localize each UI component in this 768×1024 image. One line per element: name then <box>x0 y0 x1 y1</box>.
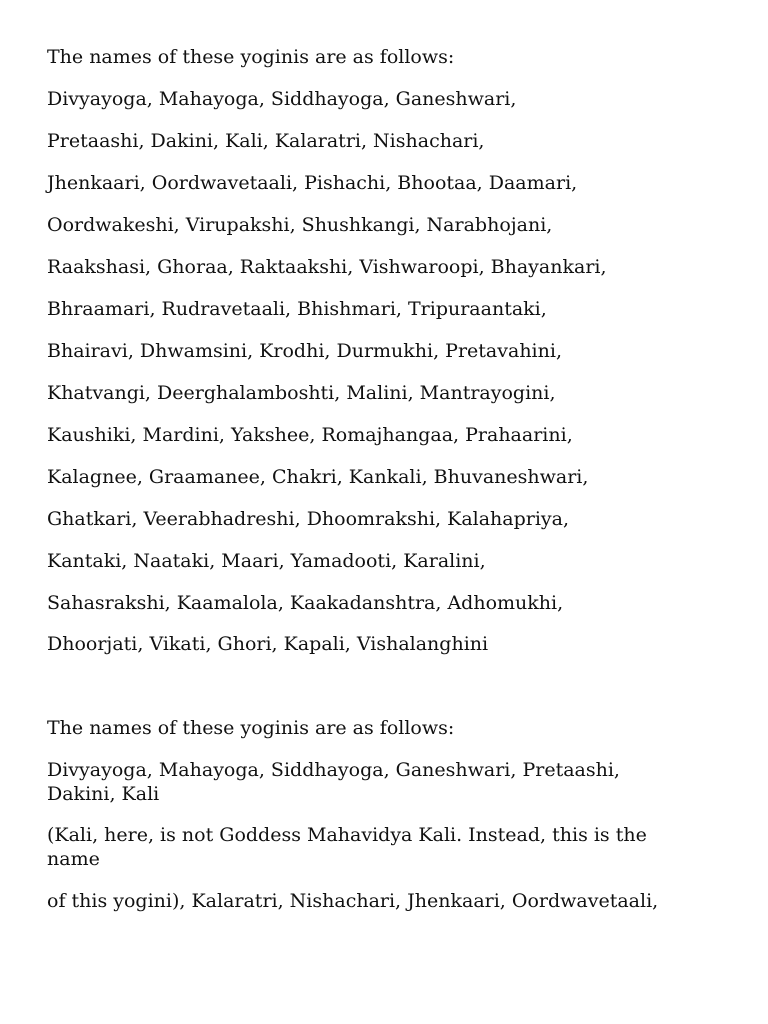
section1-line: Ghatkari, Veerabhadreshi, Dhoomrakshi, Kalahapriya, <box>47 508 570 530</box>
section1-line: Jhenkaari, Oordwavetaali, Pishachi, Bhootaa, Daamari, <box>47 172 578 194</box>
section1-line: Khatvangi, Deerghalamboshti, Malini, Mantrayogini, <box>47 382 556 404</box>
section1-line: Kantaki, Naataki, Maari, Yamadooti, Karalini, <box>47 550 486 572</box>
section1-line: Oordwakeshi, Virupakshi, Shushkangi, Narabhojani, <box>47 214 553 236</box>
section1-heading: The names of these yoginis are as follows: <box>47 46 455 68</box>
section2-line: Divyayoga, Mahayoga, Siddhayoga, Ganeshwari, Pretaashi, <box>47 759 620 781</box>
section1-line: Divyayoga, Mahayoga, Siddhayoga, Ganeshwari, <box>47 88 517 110</box>
section2-line: of this yogini), Kalaratri, Nishachari, Jhenkaari, Oordwavetaali, <box>47 890 659 912</box>
section1-line: Kaushiki, Mardini, Yakshee, Romajhangaa, Prahaarini, <box>47 424 573 446</box>
section1-line: Kalagnee, Graamanee, Chakri, Kankali, Bhuvaneshwari, <box>47 466 589 488</box>
section1-line: Sahasrakshi, Kaamalola, Kaakadanshtra, Adhomukhi, <box>47 592 564 614</box>
section1-line: Bhraamari, Rudravetaali, Bhishmari, Tripuraantaki, <box>47 298 547 320</box>
section2-heading: The names of these yoginis are as follows: <box>47 717 455 739</box>
section1-line: Raakshasi, Ghoraa, Raktaakshi, Vishwaroopi, Bhayankari, <box>47 256 607 278</box>
section2-line: name <box>47 848 100 870</box>
section2-line: (Kali, here, is not Goddess Mahavidya Kali. Instead, this is the <box>47 824 647 846</box>
section1-line: Bhairavi, Dhwamsini, Krodhi, Durmukhi, Pretavahini, <box>47 340 562 362</box>
section2-line: Dakini, Kali <box>47 783 160 805</box>
section1-line: Dhoorjati, Vikati, Ghori, Kapali, Vishalanghini <box>47 633 489 655</box>
section1-line: Pretaashi, Dakini, Kali, Kalaratri, Nishachari, <box>47 130 485 152</box>
